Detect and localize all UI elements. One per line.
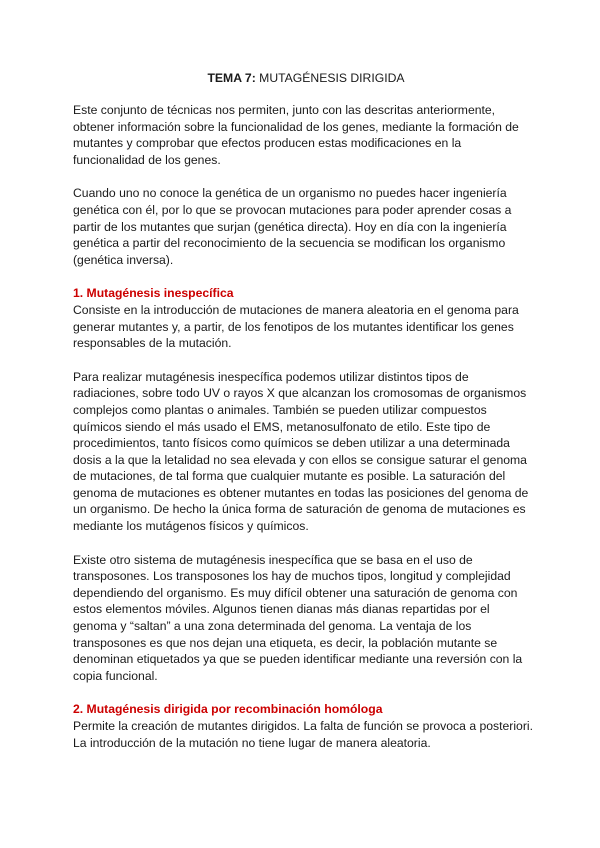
- section-2-paragraph-1: Permite la creación de mutantes dirigidos. La falta de función se provoca a posteriori. La introducción de la mutación no tiene lugar de manera aleatoria.: [73, 719, 533, 750]
- section-1-heading: 1. Mutagénesis inespecífica: [73, 286, 234, 301]
- intro-paragraph-2: Cuando uno no conoce la genética de un organismo no puedes hacer ingeniería genética con él, por lo que se provocan mutaciones para poder aprender cosas a partir de los mutantes que surjan (genética directa). Hoy en día con la ingeniería genética a partir del reconocimiento de la secuencia se modifican los organismo (genética inversa).: [73, 186, 512, 267]
- document-title: [73, 70, 533, 86]
- title-topic-number: TEMA 7:: [207, 71, 256, 85]
- title-topic-name: MUTAGÉNESIS DIRIGIDA: [255, 71, 405, 85]
- intro-paragraph-1: Este conjunto de técnicas nos permiten, junto con las descritas anteriormente, obtener información sobre la funcionalidad de los genes, mediante la formación de mutantes y comprobar que efectos producen estas modificaciones en la funcionalidad de los genes.: [73, 103, 519, 167]
- section-2-heading: 2. Mutagénesis dirigida por recombinación homóloga: [73, 702, 383, 717]
- section-1-paragraph-2: Para realizar mutagénesis inespecífica podemos utilizar distintos tipos de radiaciones, sobre todo UV o rayos X que alcanzan los cromosomas de organismos complejos como plantas o animales. También se pueden utilizar compuestos químicos siendo el más usado el EMS, metanosulfonato de etilo. Este tipo de procedimientos, tanto físicos como químicos se deben utilizar a una determinada dosis a la que la letalidad no sea elevada y con ellos se consigue saturar el genoma de mutaciones, de tal forma que cualquier mutante es posible. La saturación del genoma de mutaciones es obtener mutantes en todas las posiciones del genoma de un organismo. De hecho la única forma de saturación de genoma de mutaciones es mediante los mutágenos físicos y químicos.: [73, 369, 529, 534]
- section-1-paragraph-1: Consiste en la introducción de mutaciones de manera aleatoria en el genoma para generar mutantes y, a partir, de los fenotipos de los mutantes identificar los genes responsables de la mutación.: [73, 302, 519, 351]
- document-page: [73, 70, 533, 751]
- section-1-paragraph-3: Existe otro sistema de mutagénesis inespecífica que se basa en el uso de transposones. Los transposones los hay de muchos tipos, longitud y complejidad dependiendo del organismo. Es muy difícil obtener una saturación de genoma con estos elementos móviles. Algunos tienen dianas más dianas repartidas por el genoma y “saltan” a una zona determinada del genoma. La ventaja de los transposones es que nos dejan una etiqueta, es decir, la población mutante se denominan etiquetados ya que se pueden identificar mediante una reversión con la copia funcional.: [73, 552, 523, 683]
